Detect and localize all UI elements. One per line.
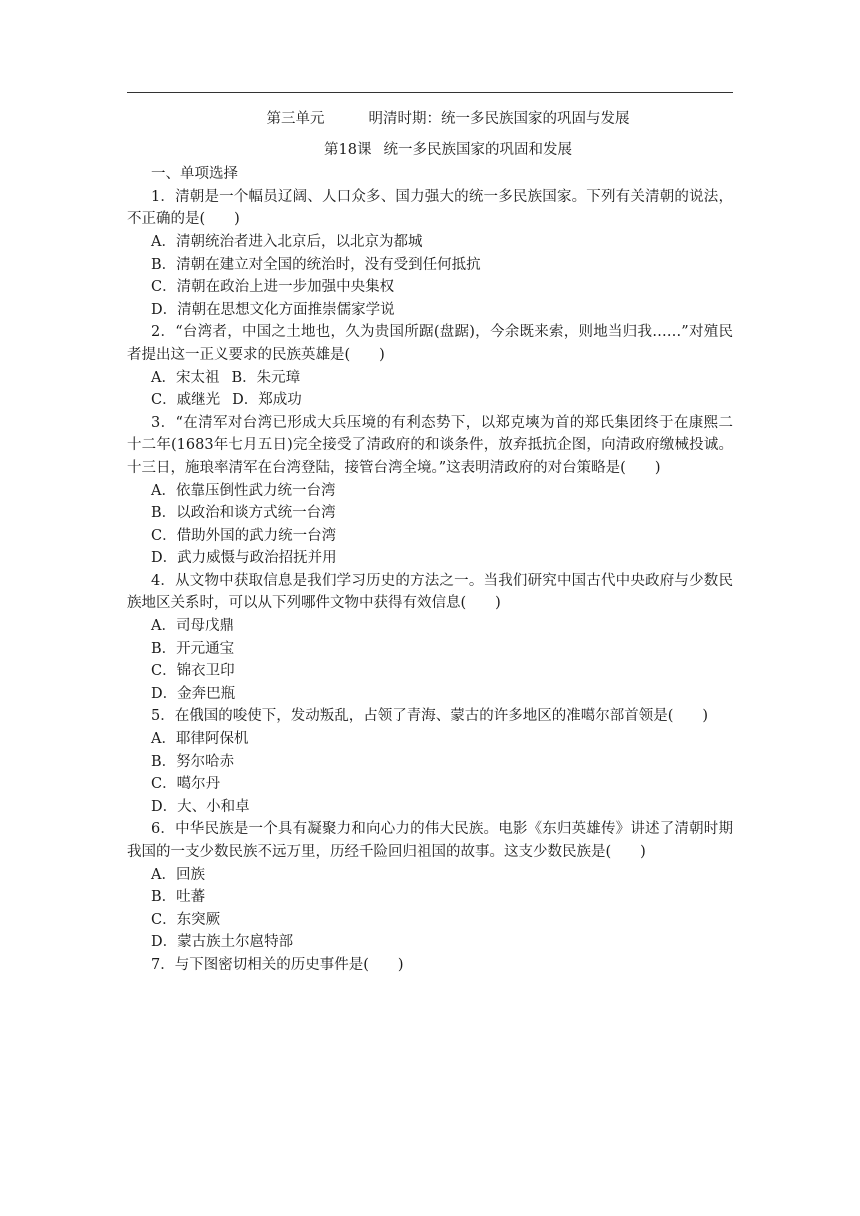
section-heading: 一、单项选择 bbox=[151, 166, 238, 183]
option-a: A．回族 bbox=[151, 866, 205, 883]
unit-title bbox=[127, 108, 733, 131]
option-a: A．耶律阿保机 bbox=[151, 731, 249, 748]
option-d: D．金奔巴瓶 bbox=[151, 685, 236, 702]
question-1 bbox=[127, 186, 733, 322]
option-b: B．以政治和谈方式统一台湾 bbox=[151, 505, 336, 522]
option-row bbox=[127, 367, 733, 390]
question-stem: 3．“在清军对台湾已形成大兵压境的有利态势下，以郑克塽为首的郑氏集团终于在康熙二十二年(1683年七月五日)完全接受了清政府的和谈条件，放弃抵抗企图，向清政府缴械投诚。十三日，施琅率清军在台湾登陆，接管台湾全境。”这表明清政府的对台策略是( ) bbox=[127, 414, 733, 476]
question-4 bbox=[127, 570, 733, 706]
option-c: C．清朝在政治上进一步加强中央集权 bbox=[151, 279, 395, 296]
question-stem: 6．中华民族是一个具有凝聚力和向心力的伟大民族。电影《东归英雄传》讲述了清朝时期我国的一支少数民族不远万里，历经千险回归祖国的故事。这支少数民族是( ) bbox=[127, 821, 733, 860]
lesson-label: 第18课 bbox=[324, 141, 372, 158]
option-c: C．锦衣卫印 bbox=[151, 663, 235, 680]
question-stem: 2．“台湾者，中国之土地也，久为贵国所踞(盘踞)，今余既来索，则地当归我……”对殖民者提出这一正义要求的民族英雄是( ) bbox=[127, 324, 733, 363]
question-3 bbox=[127, 412, 733, 570]
question-2 bbox=[127, 321, 733, 411]
option-d: D．清朝在思想文化方面推崇儒家学说 bbox=[151, 301, 395, 318]
unit-title-text: 明清时期：统一多民族国家的巩固与发展 bbox=[368, 111, 630, 127]
question-stem: 5．在俄国的唆使下，发动叛乱，占领了青海、蒙古的许多地区的准噶尔部首领是( ) bbox=[151, 708, 709, 725]
option-b: B．清朝在建立对全国的统治时，没有受到任何抵抗 bbox=[151, 256, 481, 273]
lesson-title-text: 统一多民族国家的巩固和发展 bbox=[383, 141, 572, 158]
option-c: C．借助外国的武力统一台湾 bbox=[151, 527, 337, 544]
question-stem: 1．清朝是一个幅员辽阔、人口众多、国力强大的统一多民族国家。下列有关清朝的说法，不正确的是( ) bbox=[127, 188, 733, 228]
option-a: A．清朝统治者进入北京后，以北京为都城 bbox=[151, 233, 423, 250]
question-stem: 7．与下图密切相关的历史事件是( ) bbox=[151, 956, 404, 973]
option-b: B．努尔哈赤 bbox=[151, 753, 235, 770]
question-6 bbox=[127, 818, 733, 954]
option-c: C．噶尔丹 bbox=[151, 776, 221, 793]
option-b: B．朱元璋 bbox=[231, 369, 301, 386]
lesson-title bbox=[127, 139, 733, 162]
option-a: A．司母戊鼎 bbox=[151, 618, 234, 635]
question-5 bbox=[127, 705, 733, 818]
question-stem: 4．从文物中获取信息是我们学习历史的方法之一。当我们研究中国古代中央政府与少数民族地区关系时，可以从下列哪件文物中获得有效信息( ) bbox=[127, 572, 733, 612]
option-d: D．武力威慑与政治招抚并用 bbox=[151, 550, 337, 567]
option-d: D．大、小和卓 bbox=[151, 798, 250, 815]
unit-label: 第三单元 bbox=[266, 111, 325, 127]
option-a: A．宋太祖 bbox=[151, 369, 220, 386]
option-a: A．依靠压倒性武力统一台湾 bbox=[151, 482, 336, 499]
header-rule bbox=[127, 92, 733, 93]
option-c: C．东突厥 bbox=[151, 911, 221, 928]
option-d: D．蒙古族土尔扈特部 bbox=[151, 934, 294, 951]
question-7 bbox=[127, 954, 733, 977]
option-row bbox=[127, 389, 733, 412]
option-b: B．吐蕃 bbox=[151, 889, 206, 906]
option-c: C．戚继光 bbox=[151, 392, 221, 409]
option-d: D．郑成功 bbox=[232, 392, 302, 409]
worksheet bbox=[127, 108, 733, 977]
option-b: B．开元通宝 bbox=[151, 640, 235, 657]
